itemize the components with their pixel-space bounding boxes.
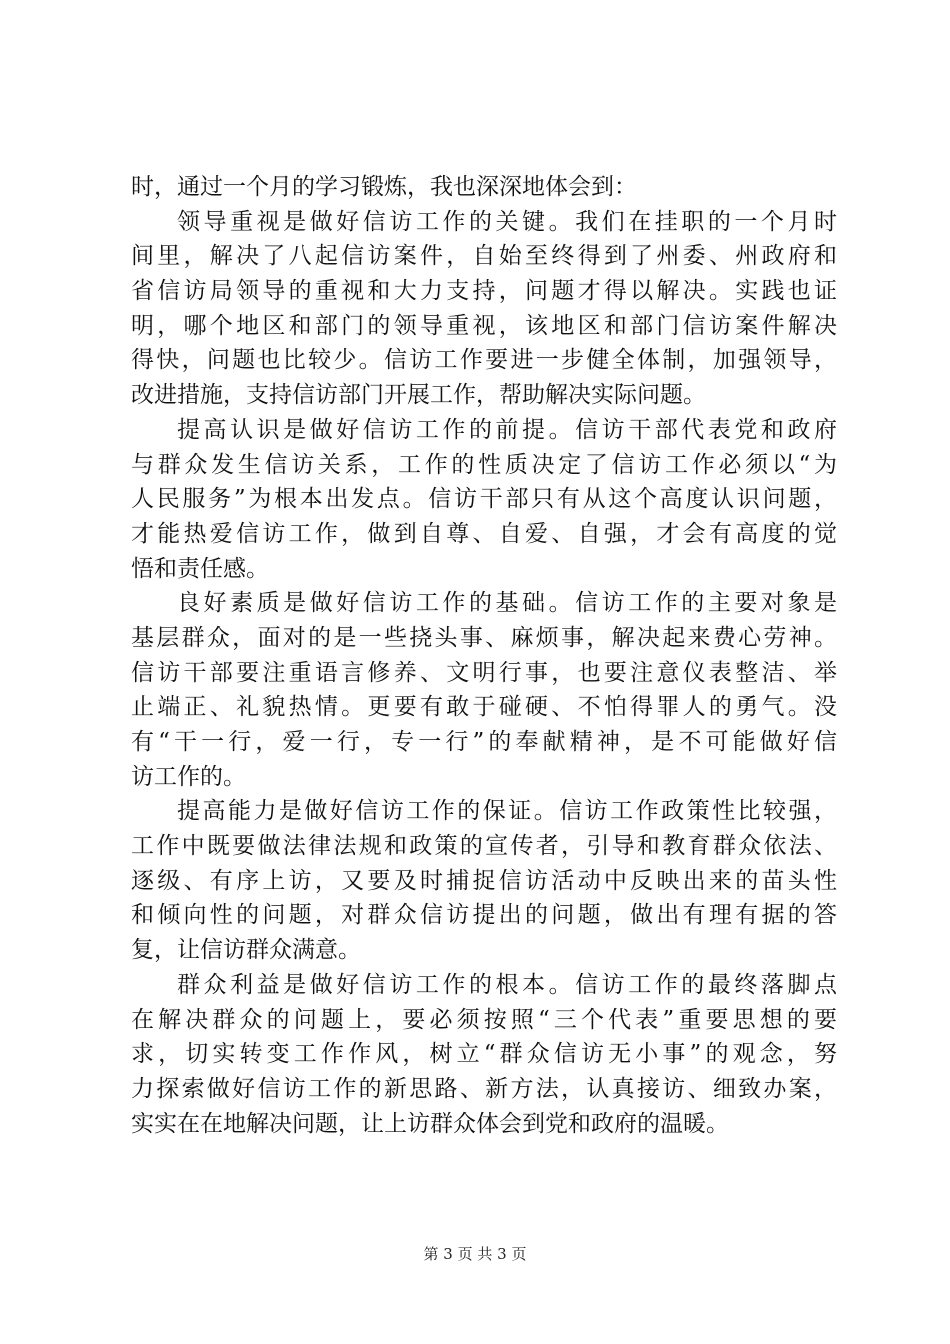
text-line: 实实在在地解决问题，让上访群众体会到党和政府的温暖。 — [131, 1110, 729, 1137]
text-line: 止端正、礼貌热情。更要有敢于碰硬、不怕得罪人的勇气。没 — [131, 694, 837, 721]
text-line: 提高认识是做好信访工作的前提。信访干部代表党和政府 — [177, 416, 837, 443]
text-line: 求，切实转变工作作风，树立“群众信访无小事”的观念，努 — [131, 1041, 837, 1068]
paragraph-quality — [131, 586, 837, 794]
paragraph-leadership — [131, 205, 837, 413]
text-line: 省信访局领导的重视和大力支持，问题才得以解决。实践也证 — [131, 278, 837, 305]
text-line: 悟和责任感。 — [131, 555, 269, 582]
text-line: 访工作的。 — [131, 763, 246, 790]
text-line: 信访干部要注重语言修养、文明行事，也要注意仪表整洁、举 — [131, 659, 837, 686]
text-line: 和倾向性的问题，对群众信访提出的问题，做出有理有据的答 — [131, 902, 837, 929]
page-number-label: 第 3 页 共 3 页 — [423, 1245, 527, 1263]
text-line: 复，让信访群众满意。 — [131, 937, 361, 964]
text-line: 间里，解决了八起信访案件，自始至终得到了州委、州政府和 — [131, 243, 837, 270]
text-line: 才能热爱信访工作，做到自尊、自爱、自强，才会有高度的觉 — [131, 520, 837, 547]
text-line: 时，通过一个月的学习锻炼，我也深深地体会到： — [131, 174, 637, 200]
text-line: 在解决群众的问题上，要必须按照“三个代表”重要思想的要 — [131, 1006, 837, 1033]
text-line: 明，哪个地区和部门的领导重视，该地区和部门信访案件解决 — [131, 312, 837, 339]
text-line: 有“干一行，爱一行，专一行”的奉献精神，是不可能做好信 — [131, 729, 837, 755]
page-footer — [0, 1243, 950, 1264]
text-line: 领导重视是做好信访工作的关键。我们在挂职的一个月时 — [177, 208, 837, 235]
text-line: 良好素质是做好信访工作的基础。信访工作的主要对象是 — [177, 590, 837, 617]
text-line: 得快，问题也比较少。信访工作要进一步健全体制，加强领导， — [131, 347, 837, 374]
text-line: 提高能力是做好信访工作的保证。信访工作政策性比较强， — [177, 798, 837, 825]
text-line: 力探索做好信访工作的新思路、新方法，认真接访、细致办案， — [131, 1075, 837, 1102]
text-line: 基层群众，面对的是一些挠头事、麻烦事，解决起来费心劳神。 — [131, 624, 837, 651]
document-body — [131, 170, 837, 1141]
paragraph-intro — [131, 170, 837, 205]
paragraph-interests — [131, 968, 837, 1141]
text-line: 与群众发生信访关系，工作的性质决定了信访工作必须以“为 — [131, 451, 837, 478]
paragraph-ability — [131, 794, 837, 967]
text-line: 人民服务”为根本出发点。信访干部只有从这个高度认识问题， — [131, 486, 837, 513]
text-line: 逐级、有序上访，又要及时捕捉信访活动中反映出来的苗头性 — [131, 867, 837, 894]
text-line: 工作中既要做法律法规和政策的宣传者，引导和教育群众依法、 — [131, 833, 837, 860]
text-line: 改进措施，支持信访部门开展工作，帮助解决实际问题。 — [131, 382, 706, 409]
paragraph-awareness — [131, 413, 837, 586]
text-line: 群众利益是做好信访工作的根本。信访工作的最终落脚点 — [177, 971, 837, 998]
